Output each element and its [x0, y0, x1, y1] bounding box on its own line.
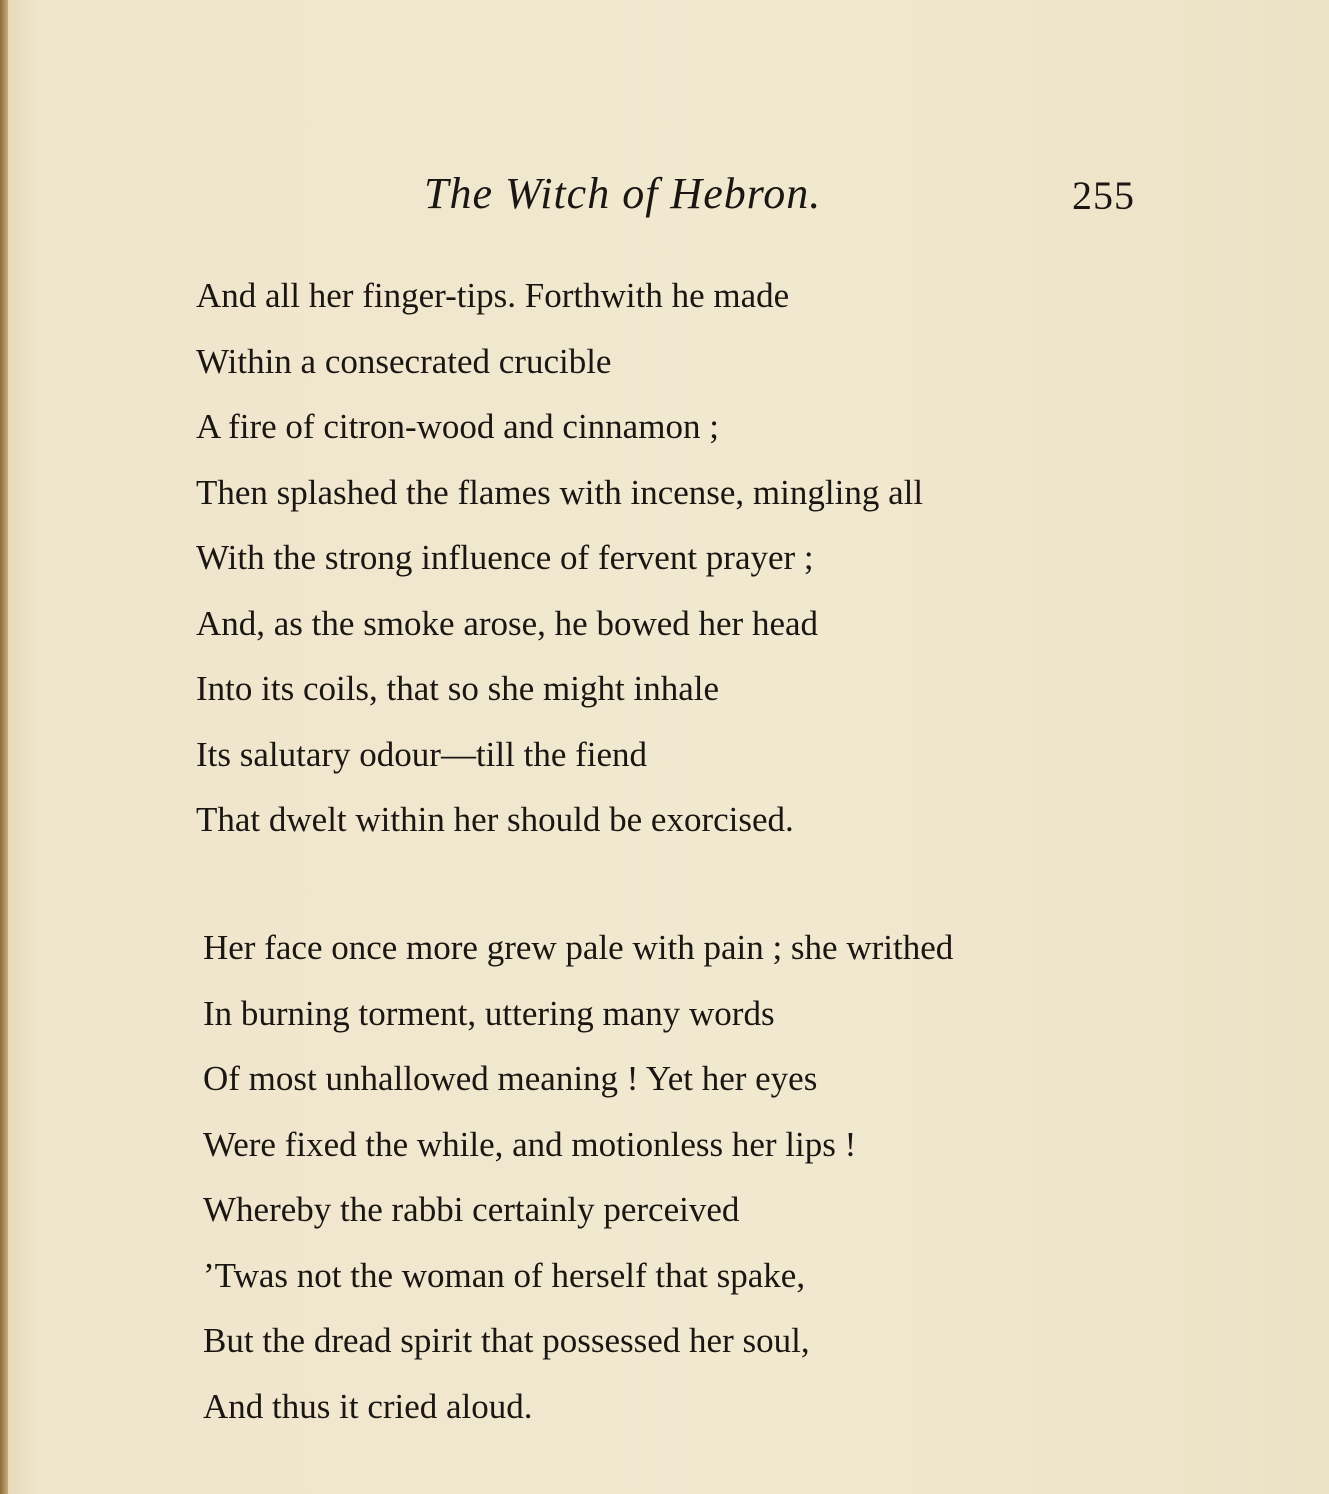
- verse-line: And thus it cried aloud.: [203, 1386, 533, 1426]
- verse-line: Her face once more grew pale with pain ; she writhed: [203, 928, 954, 967]
- stanza-2: [0, 925, 1329, 1449]
- verse-line: In burning torment, uttering many words: [203, 993, 775, 1033]
- page-header: [0, 168, 1329, 228]
- page-number: 255: [1072, 173, 1135, 218]
- verse-line: Then splashed the flames with incense, mingling all: [196, 472, 924, 512]
- verse-line: Into its coils, that so she might inhale: [196, 669, 720, 708]
- verse-line: Of most unhallowed meaning ! Yet her eyes: [203, 1059, 818, 1098]
- verse-line: That dwelt within her should be exorcised.: [196, 800, 794, 839]
- running-title: The Witch of Hebron.: [424, 169, 822, 218]
- verse-line: Its salutary odour—till the fiend: [196, 734, 648, 774]
- verse-line: With the strong influence of fervent prayer ;: [196, 538, 814, 577]
- verse-line: Were fixed the while, and motionless her lips !: [203, 1124, 857, 1164]
- verse-line: A fire of citron-wood and cinnamon ;: [196, 407, 719, 446]
- stanza-1: [0, 273, 1329, 863]
- verse-line: Within a consecrated crucible: [196, 341, 612, 381]
- verse-line: ’Twas not the woman of herself that spake,: [203, 1255, 806, 1295]
- verse-line: And, as the smoke arose, he bowed her head: [196, 603, 819, 643]
- verse-line: And all her finger-tips. Forthwith he made: [196, 276, 790, 315]
- verse-line: But the dread spirit that possessed her soul,: [203, 1321, 810, 1360]
- verse-line: Whereby the rabbi certainly perceived: [203, 1190, 740, 1229]
